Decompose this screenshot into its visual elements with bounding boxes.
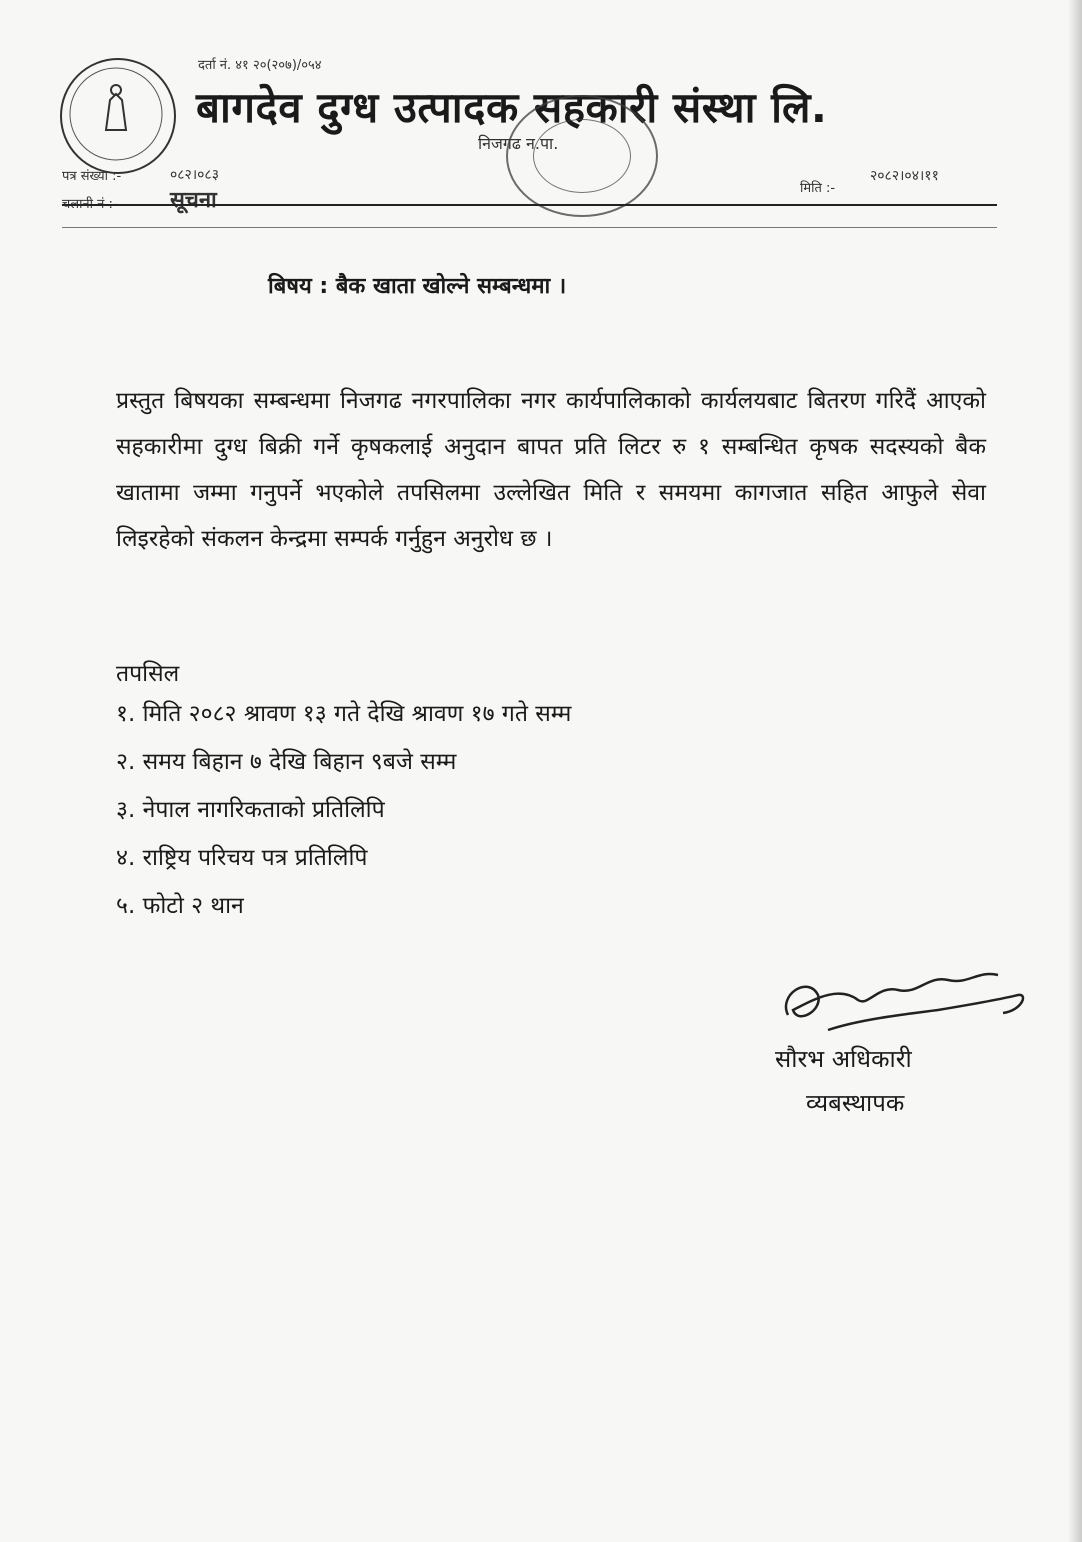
header-divider <box>62 204 997 206</box>
registration-number: दर्ता नं. ४१ २०(२०७)/०५४ <box>198 58 322 73</box>
signatory-name: सौरभ अधिकारी <box>775 1045 912 1073</box>
date-value: २०८२।०४।११ <box>870 168 939 184</box>
letter-number-label: पत्र संख्या :- <box>62 169 122 184</box>
official-stamp <box>506 95 658 217</box>
dispatch-number-label: चलानी नं :- <box>62 197 118 212</box>
date-label: मिति :- <box>800 181 836 196</box>
schedule-item: ३. नेपाल नागरिकताको प्रतिलिपि <box>116 797 385 823</box>
organization-name: बागदेव दुग्ध उत्पादक सहकारी संस्था लि. <box>196 83 828 132</box>
letter-body: प्रस्तुत बिषयका सम्बन्धमा निजगढ नगरपालिका नगर कार्यपालिकाको कार्यलयबाट बितरण गरिदैं आएको सहकारीमा दुग्ध बिक्री गर्ने कृषकलाई अनुदान बापत प्रति लिटर रु १ सम्बन्धित कृषक सदस्यको बैक खातामा जम्मा गनुपर्ने भएकोले तपसिलमा उल्लेखित मिति र समयमा कागजात सहित आफुले सेवा लिइरहेको संकलन केन्द्रमा सम्पर्क गर्नुहुन अनुरोध छ । <box>116 388 986 552</box>
schedule-item: ५. फोटो २ थान <box>116 893 244 919</box>
schedule-title: तपसिल <box>116 661 180 687</box>
dispatch-number-value: सूचना <box>170 188 217 213</box>
organization-logo <box>60 58 176 174</box>
schedule-item: ४. राष्ट्रिय परिचय पत्र प्रतिलिपि <box>116 845 368 871</box>
schedule-item: १. मिति २०८२ श्रावण १३ गते देखि श्रावण १७ गते सम्म <box>116 701 572 727</box>
letter-subject: बिषय : बैक खाता खोल्ने सम्बन्धमा । <box>268 274 567 299</box>
page-edge-shadow <box>1068 0 1082 1542</box>
organization-address: निजगढ न.पा. <box>478 134 559 153</box>
handwritten-signature <box>768 955 1038 1055</box>
letter-number-value: ०८२।०८३ <box>170 167 219 183</box>
schedule-item: २. समय बिहान ७ देखि बिहान ९बजे सम्म <box>116 749 457 775</box>
signatory-designation: व्यबस्थापक <box>806 1089 905 1117</box>
header-divider-thin <box>62 227 997 228</box>
